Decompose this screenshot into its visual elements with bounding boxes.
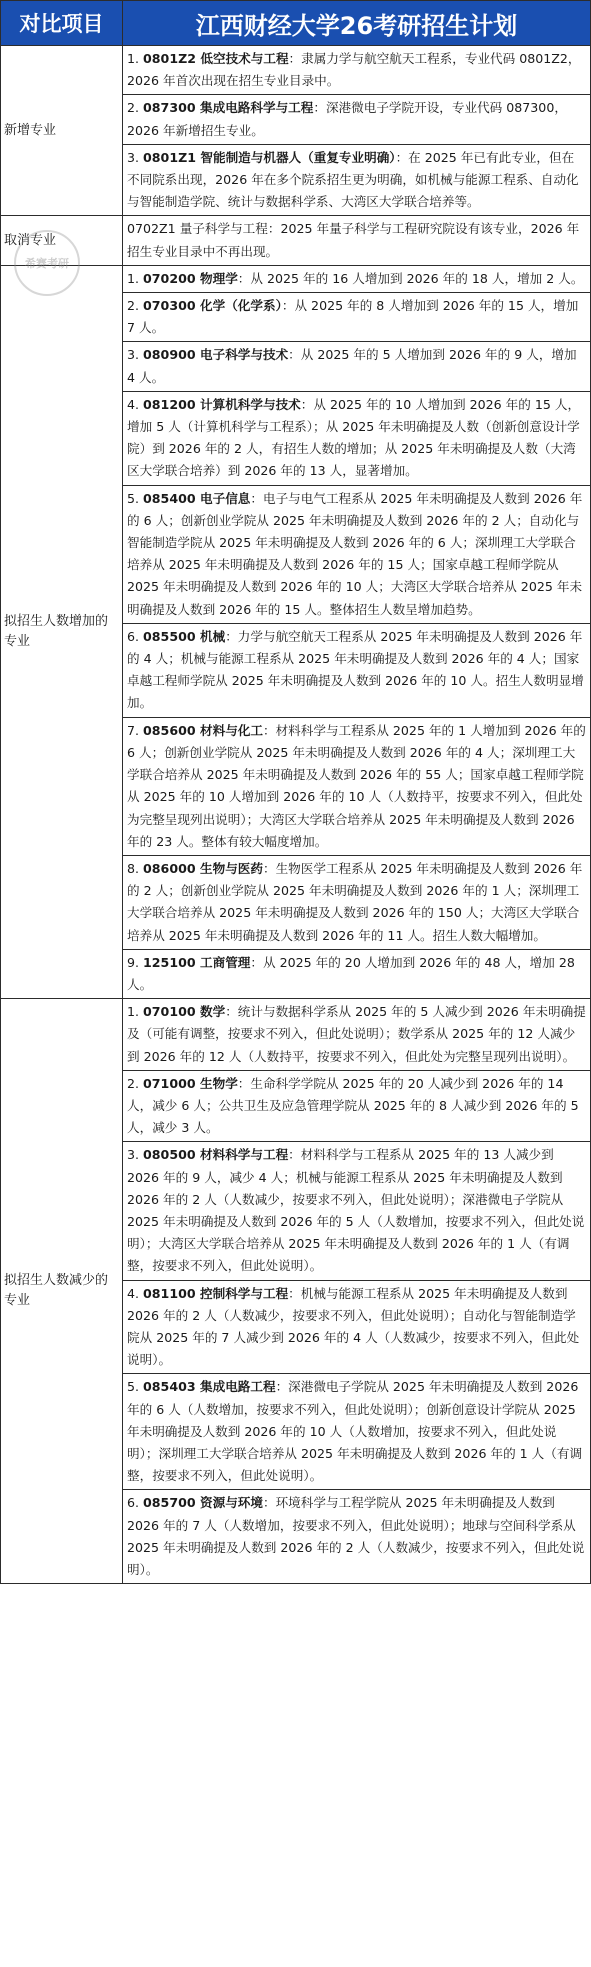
item-number: 3. [127, 149, 144, 165]
table-row [1, 216, 591, 265]
item-cell [123, 1142, 591, 1280]
major-code: 070100 [143, 1004, 196, 1020]
item-number: 6. [127, 1495, 144, 1511]
item-description: ：深港微电子学院从 2025 年未明确提及人数到 2026 年的 6 人（人数增加，按要求不列入，但此处说明）；创新创意设计学院从 2025 年未明确提及人数到 2026 年的 10 人（人数增加，按要求不列入，但此处说明）；深圳理工大学联合培养从 2025 年未明确提及人数到 2026 年的 1 人（有调整，按要求不列入，但此处说明）。 [127, 1379, 583, 1484]
item-description: ：生命科学学院从 2025 年的 20 人减少到 2026 年的 14 人，减少 6 人；公共卫生及应急管理学院从 2025 年的 8 人减少到 2026 年的 5 人，减少 3 人。 [127, 1075, 579, 1136]
item-cell [123, 391, 591, 485]
item-description: ：从 2025 年的 10 人增加到 2026 年的 15 人，增加 5 人（计算机科学与工程系）；从 2025 年未明确提及人数（创新创意设计学院）到 2026 年的 2 人，有招生人数的增加；从 2025 年未明确提及人数（大湾区大学联合培养）到 2026 年的 13 人，显著增加。 [127, 396, 581, 479]
item-description: ：从 2025 年的 16 人增加到 2026 年的 18 人，增加 2 人。 [237, 270, 584, 286]
major-code: 070300 [143, 298, 196, 314]
header-compare-item: 对比项目 [1, 1, 123, 46]
item-description: ：环境科学与工程学院从 2025 年未明确提及人数到 2026 年的 7 人（人数增加，按要求不列入，但此处说明）；地球与空间科学系从 2025 年未明确提及人数到 2026 年的 2 人（人数减少，按要求不列入，但此处说明）。 [127, 1495, 585, 1577]
item-description: ：从 2025 年的 5 人增加到 2026 年的 9 人，增加 4 人。 [127, 347, 577, 385]
item-description: ：机械与能源工程系从 2025 年未明确提及人数到 2026 年的 2 人（人数减少，按要求不列入，但此处说明）；自动化与智能制造学院从 2025 年的 7 人减少到 2026 年的 4 人（人数减少，按要求不列入，但此处说明）。 [127, 1285, 580, 1368]
item-description: ：材料科学与工程系从 2025 年的 1 人增加到 2026 年的 6 人；创新创业学院从 2025 年未明确提及人数到 2026 年的 4 人；深圳理工大学联合培养从 2025 年未明确提及人数到 2026 年的 55 人；国家卓越工程师学院从 2025 年的 10 人增加到 2026 年的 10 人（人数持平，按要求不列入，但此处为完整呈现列出说明）；大湾区大学联合培养从 2025 年未明确提及人数到 2026 年的 23 人。整体有较大幅度增加。 [127, 722, 586, 849]
item-description: ：隶属力学与航空航天工程系，专业代码 0801Z2，2026 年首次出现在招生专业目录中。 [127, 51, 581, 89]
item-cell [123, 265, 591, 292]
major-name: 电子信息 [200, 490, 251, 506]
item-cell [123, 293, 591, 342]
major-code: 081100 [143, 1285, 196, 1301]
table-row [1, 999, 591, 1071]
major-code: 0801Z2 [143, 51, 196, 66]
item-cell [123, 144, 591, 216]
major-code: 087300 [143, 100, 196, 116]
major-code: 080900 [143, 347, 196, 363]
item-cell [123, 949, 591, 998]
major-name: 生物学 [200, 1075, 238, 1091]
category-cancelled: 取消专业 [1, 216, 123, 265]
category-increase: 拟招生人数增加的专业 [1, 265, 123, 998]
major-code: 085500 [143, 628, 196, 644]
major-code: 070200 [143, 270, 196, 286]
item-number: 3. [127, 1147, 144, 1163]
major-name: 计算机科学与技术 [200, 396, 301, 412]
table-header-row [1, 1, 591, 46]
major-code: 086000 [143, 860, 196, 876]
item-description: ：统计与数据科学系从 2025 年的 5 人减少到 2026 年未明确提及（可能有调整，按要求不列入，但此处说明）；数学系从 2025 年的 12 人减少到 2026 年的 12 人（人数持平，按要求不列入，但此处为完整呈现列出说明）。 [127, 1004, 586, 1064]
item-number: 3. [127, 347, 144, 363]
item-cell [123, 216, 591, 265]
item-description: ：从 2025 年的 8 人增加到 2026 年的 15 人，增加 7 人。 [127, 298, 579, 336]
major-name: 生物与医药 [200, 860, 263, 876]
item-cell [123, 1374, 591, 1490]
major-name: 物理学 [200, 270, 238, 286]
item-number: 6. [127, 628, 144, 644]
table-row [1, 46, 591, 95]
major-name: 材料科学与工程 [200, 1147, 289, 1163]
major-code: 085403 [143, 1379, 196, 1395]
item-cell [123, 1280, 591, 1374]
major-code: 071000 [143, 1075, 196, 1091]
major-name: 资源与环境 [200, 1495, 263, 1511]
item-number: 2. [127, 100, 144, 116]
item-number: 5. [127, 1379, 144, 1395]
major-name: 电子科学与技术 [200, 347, 289, 363]
major-name: 低空技术与工程 [200, 51, 289, 66]
item-description: 0702Z1 量子科学与工程：2025 年量子科学与工程研究院设有该专业，2026 年招生专业目录中不再出现。 [127, 221, 580, 259]
item-description: ：深港微电子学院开设，专业代码 087300，2026 年新增招生专业。 [127, 100, 567, 138]
item-number: 1. [127, 51, 144, 66]
major-code: 085600 [143, 722, 196, 738]
item-cell [123, 1070, 591, 1142]
item-cell [123, 485, 591, 623]
header-title: 江西财经大学26考研招生计划 [123, 1, 591, 46]
item-number: 5. [127, 490, 144, 506]
item-number: 4. [127, 1285, 144, 1301]
table-row [1, 265, 591, 292]
item-description: ：力学与航空航天工程系从 2025 年未明确提及人数到 2026 年的 4 人；机械与能源工程系从 2025 年未明确提及人数到 2026 年的 4 人；国家卓越工程师学院从 2025 年未明确提及人数到 2026 年的 10 人。招生人数明显增加。 [127, 628, 584, 711]
item-description: ：材料科学与工程系从 2025 年的 13 人减少到 2026 年的 9 人，减少 4 人；机械与能源工程系从 2025 年未明确提及人数到 2026 年的 2 人（人数减少，按要求不列入，但此处说明）；深港微电子学院从 2025 年未明确提及人数到 2026 年的 5 人（人数增加，按要求不列入，但此处说明）；大湾区大学联合培养从 2025 年未明确提及人数到 2026 年的 1 人（有调整，按要求不列入，但此处说明）。 [127, 1147, 585, 1274]
major-name: 集成电路科学与工程 [200, 100, 314, 116]
category-new: 新增专业 [1, 46, 123, 216]
item-cell [123, 623, 591, 717]
item-number: 1. [127, 270, 144, 286]
major-name: 机械 [200, 628, 226, 644]
major-name: 工商管理 [200, 954, 251, 970]
item-cell [123, 855, 591, 949]
item-cell [123, 999, 591, 1071]
item-description: ：生物医学工程系从 2025 年未明确提及人数到 2026 年的 2 人；创新创业学院从 2025 年未明确提及人数到 2026 年的 1 人；深圳理工大学联合培养从 2025 年未明确提及人数到 2026 年的 150 人；大湾区大学联合培养从 2025 年未明确提及人数到 2026 年的 11 人。招生人数大幅增加。 [127, 860, 583, 943]
major-code: 080500 [143, 1147, 196, 1163]
major-code: 0801Z1 [143, 149, 196, 165]
category-decrease: 拟招生人数减少的专业 [1, 999, 123, 1584]
major-code: 085400 [143, 490, 196, 506]
item-number: 1. [127, 1004, 144, 1020]
item-number: 2. [127, 298, 144, 314]
item-cell [123, 1490, 591, 1584]
item-description: ：在 2025 年已有此专业，但在不同院系出现，2026 年在多个院系招生更为明确，如机械与能源工程系、自动化与智能制造学院、统计与数据科学系、大湾区大学联合培养等。 [127, 149, 579, 210]
major-code: 081200 [143, 396, 196, 412]
item-number: 4. [127, 396, 144, 412]
table-body [1, 46, 591, 1584]
major-name: 集成电路工程 [200, 1379, 276, 1395]
item-number: 8. [127, 860, 144, 876]
major-name: 数学 [200, 1004, 226, 1020]
major-name: 智能制造与机器人（重复专业明确） [200, 149, 396, 165]
item-cell [123, 46, 591, 95]
major-name: 控制科学与工程 [200, 1285, 289, 1301]
major-name: 材料与化工 [200, 722, 263, 738]
major-name: 化学（化学系） [200, 298, 282, 314]
item-cell [123, 95, 591, 144]
item-number: 2. [127, 1075, 144, 1091]
item-description: ：电子与电气工程系从 2025 年未明确提及人数到 2026 年的 6 人；创新创业学院从 2025 年未明确提及人数到 2026 年的 2 人；自动化与智能制造学院从 2025 年未明确提及人数到 2026 年的 6 人；深圳理工大学联合培养从 2025 年未明确提及人数到 2026 年的 15 人；国家卓越工程师学院从 2025 年未明确提及人数到 2026 年的 10 人；大湾区大学联合培养从 2025 年未明确提及人数到 2026 年的 15 人。整体招生人数呈增加趋势。 [127, 490, 583, 617]
watermark-seal: 希赛考研 [14, 230, 80, 296]
item-cell [123, 717, 591, 855]
item-number: 7. [127, 722, 144, 738]
item-cell [123, 342, 591, 391]
item-number: 9. [127, 954, 144, 970]
item-description: ：从 2025 年的 20 人增加到 2026 年的 48 人，增加 28 人。 [127, 954, 575, 992]
major-code: 085700 [143, 1495, 196, 1511]
major-code: 125100 [143, 954, 196, 970]
